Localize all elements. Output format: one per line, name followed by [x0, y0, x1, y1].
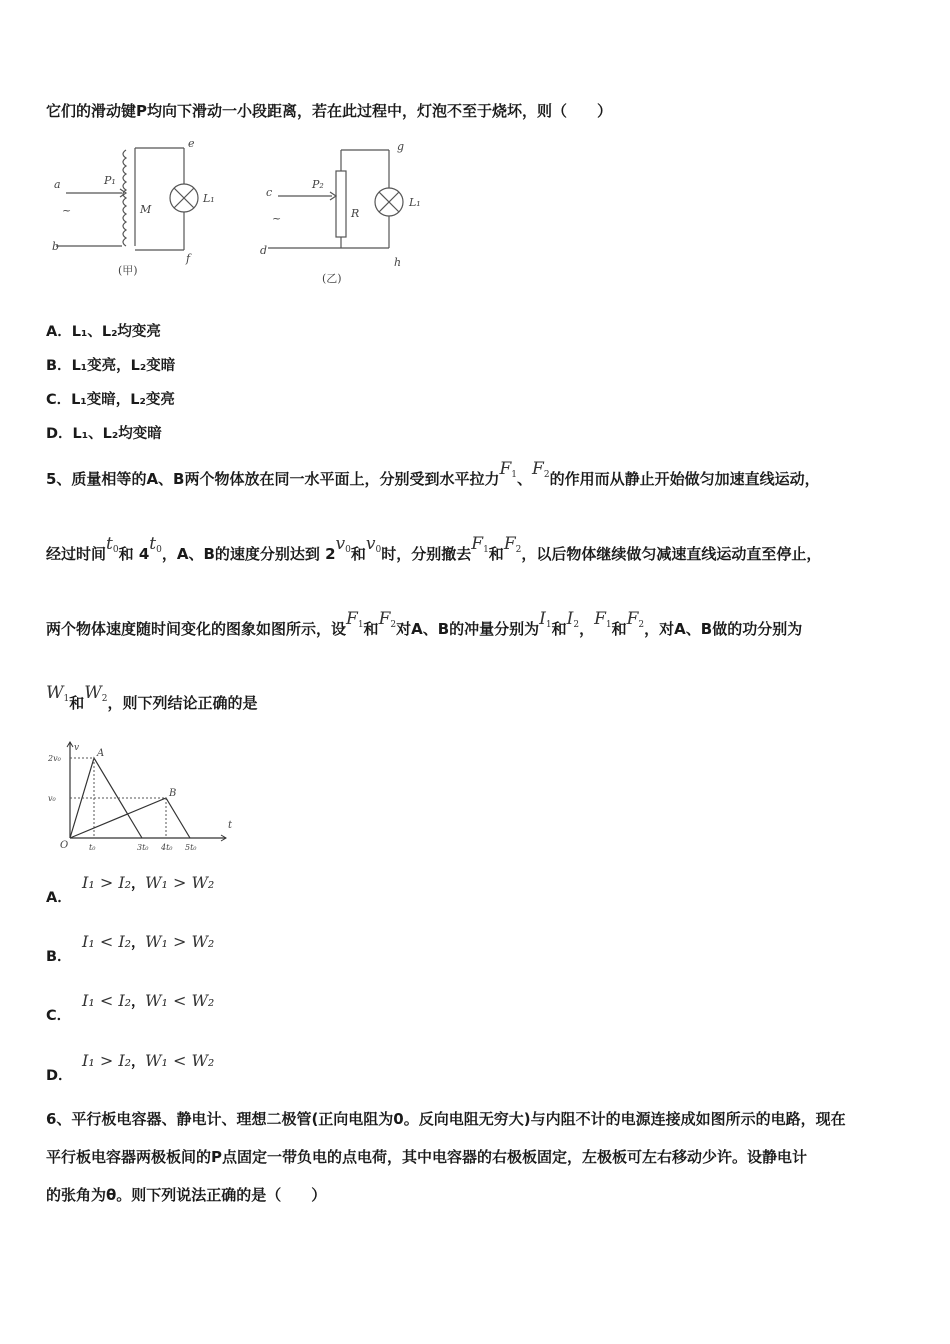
q6-stem-line-2: 平行板电容器两极板间的P点固定一带负电的点电荷，其中电容器的右极板固定，左极板可左右移动少许。设静电计	[46, 1148, 807, 1166]
caption-jia: (甲)	[118, 264, 138, 277]
label-ac-jia: ~	[62, 204, 72, 217]
label-c: c	[266, 186, 273, 199]
q5-option-b-letter[interactable]: B．	[46, 949, 72, 965]
x-tick-label: 3t₀	[137, 843, 149, 852]
label-e: e	[188, 138, 195, 150]
y-tick-label: 2v₀	[48, 754, 61, 763]
y-tick-label: v₀	[48, 794, 56, 803]
q5-stem-line-1: 5、质量相等的A、B两个物体放在同一水平面上，分别受到水平拉力$F_1$、$F_2$的作用而从静止开始做匀加速直线运动，	[46, 459, 820, 488]
q6-stem-line-1: 6、平行板电容器、静电计、理想二极管(正向电阻为0。反向电阻无穷大)与内阻不计的电源连接成如图所示的电路，现在	[46, 1110, 846, 1128]
caption-yi: (乙)	[322, 272, 342, 285]
q4-option-d[interactable]: D．L₁、L₂均变暗	[46, 426, 162, 442]
q5-stem-line-2: 经过时间$t_0$和 $4t_0$，A、B的速度分别达到 $2v_0$和$v_0$时，分别撤去$F_1$和$F_2$，以后物体继续做匀减速直线运动直至停止，	[46, 534, 822, 563]
q5-option-b-formula[interactable]: I₁ < I₂，W₁ > W₂	[82, 932, 215, 951]
label-f: f	[186, 252, 191, 265]
x-tick-label: t₀	[89, 843, 96, 852]
label-h: h	[394, 256, 402, 269]
label-a: a	[54, 178, 61, 191]
q5-option-d-letter[interactable]: D．	[46, 1068, 73, 1084]
label-p1: P₁	[104, 174, 116, 187]
series-label-b: B	[169, 788, 177, 799]
q4-option-c[interactable]: C．L₁变暗，L₂变亮	[46, 392, 175, 408]
q5-option-a-letter[interactable]: A．	[46, 890, 72, 906]
origin-label: O	[60, 840, 69, 851]
q5-option-c-formula[interactable]: I₁ < I₂，W₁ < W₂	[82, 991, 215, 1010]
q5-option-c-letter[interactable]: C．	[46, 1008, 72, 1024]
label-r: R	[351, 207, 360, 220]
q5-option-d-formula[interactable]: I₁ > I₂，W₁ < W₂	[82, 1051, 215, 1070]
q5-option-a-formula[interactable]: I₁ > I₂，W₁ > W₂	[82, 873, 215, 892]
q4-option-a[interactable]: A．L₁、L₂均变亮	[46, 324, 161, 340]
q5-stem-line-4: $W_1$和$W_2$，则下列结论正确的是	[46, 683, 258, 712]
q4-option-b[interactable]: B．L₁变亮，L₂变暗	[46, 358, 176, 374]
label-g: g	[397, 140, 405, 153]
series-label-a: A	[97, 748, 105, 759]
label-ac-yi: ~	[272, 212, 282, 225]
label-l1-jia: L₁	[203, 192, 215, 205]
q5-stem-line-3: 两个物体速度随时间变化的图象如图所示，设$F_1$和$F_2$对A、B的冲量分别为$I_1$和$I_2$，$F_1$和$F_2$，对A、B做的功分别为	[46, 609, 803, 638]
x-tick-label: 5t₀	[185, 843, 197, 852]
circuit-diagrams	[46, 138, 436, 288]
label-b: b	[52, 240, 60, 253]
label-m: M	[140, 203, 152, 216]
label-d: d	[260, 244, 268, 257]
q6-stem-line-3: 的张角为θ。则下列说法正确的是（ ）	[46, 1186, 327, 1204]
q4-text-tail: 它们的滑动键P均向下滑动一小段距离，若在此过程中，灯泡不至于烧坏，则（ ）	[46, 102, 612, 120]
label-p2: P₂	[312, 178, 324, 191]
x-tick-label: 4t₀	[161, 843, 173, 852]
label-l1-yi: L₁	[409, 196, 421, 209]
vt-graph	[46, 735, 246, 855]
x-axis-label: t	[228, 820, 233, 831]
y-axis-label: v	[74, 743, 80, 753]
